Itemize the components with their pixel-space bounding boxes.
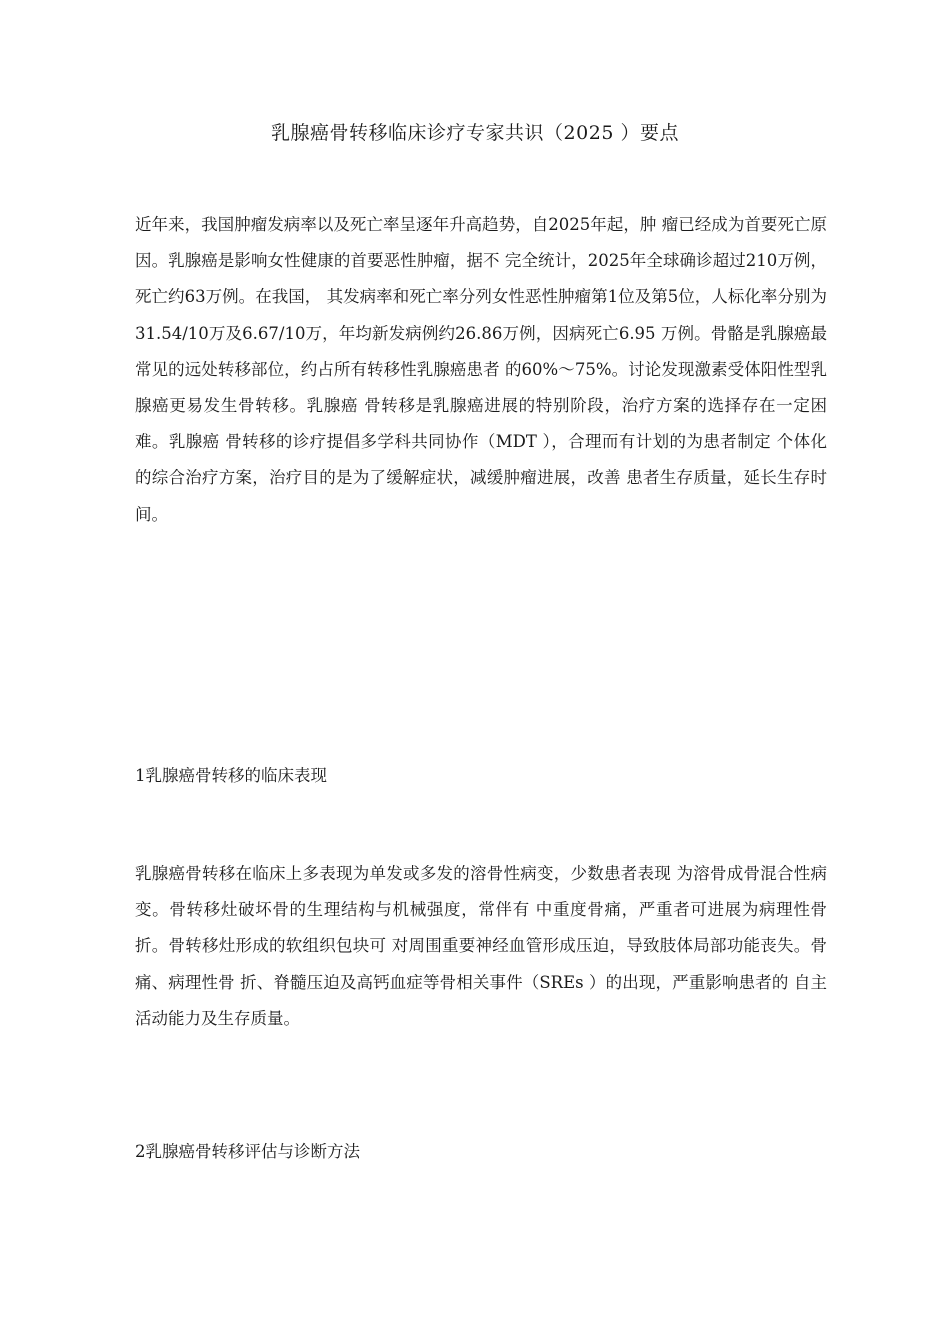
intro-paragraph: 近年来，我国肿瘤发病率以及死亡率呈逐年升高趋势，自2025年起，肿 瘤已经成为首要死亡原因。乳腺癌是影响女性健康的首要恶性肿瘤，据不 完全统计，2025年全球确诊超过210万例，死亡约63万例。在我国， 其发病率和死亡率分列女性恶性肿瘤第1位及第5位，人标化率分别为 31.54/10万及6.67/10万，年均新发病例约26.86万例，因病死亡6.95 万例。骨骼是乳腺癌最常见的远处转移部位，约占所有转移性乳腺癌患者 的60%〜75%。讨论发现激素受体阳性型乳腺癌更易发生骨转移。乳腺癌 骨转移是乳腺癌进展的特别阶段，治疗方案的选择存在一定困难。乳腺癌 骨转移的诊疗提倡多学科共同协作（MDT ），合理而有计划的为患者制定 个体化的综合治疗方案，治疗目的是为了缓解症状，减缓肿瘤进展，改善 患者生存质量，延长生存时间。 bbox=[135, 215, 827, 524]
section-2-heading: 2乳腺癌骨转移评估与诊断方法 bbox=[135, 1142, 360, 1161]
section-1-heading: 1乳腺癌骨转移的临床表现 bbox=[135, 766, 327, 785]
section-1-paragraph: 乳腺癌骨转移在临床上多表现为单发或多发的溶骨性病变，少数患者表现 为溶骨成骨混合性病变。骨转移灶破坏骨的生理结构与机械强度，常伴有 中重度骨痛，严重者可进展为病理性骨折。骨转移灶形成的软组织包块可 对周围重要神经血管形成压迫，导致肢体局部功能丧失。骨痛、病理性骨 折、脊髓压迫及高钙血症等骨相关事件（SREs ）的出现，严重影响患者的 自主活动能力及生存质量。 bbox=[135, 864, 827, 1028]
document-title: 乳腺癌骨转移临床诊疗专家共识（2025 ）要点 bbox=[271, 122, 679, 144]
